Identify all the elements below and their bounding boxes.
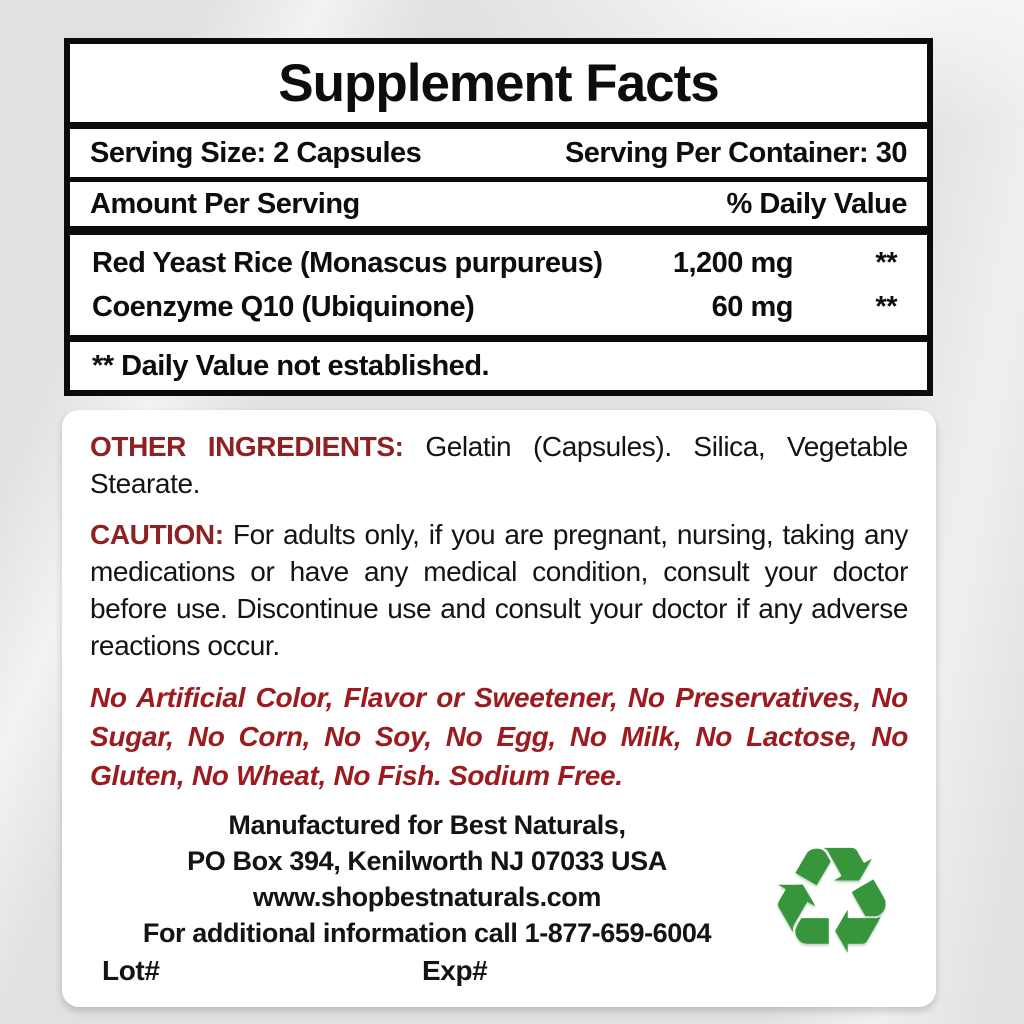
manufacturer-website: www.shopbestnaturals.com <box>253 882 601 912</box>
ingredient-amount: 60 mg <box>711 290 793 323</box>
allergen-free-claims: No Artificial Color, Flavor or Sweetener, No Preservatives, No Sugar, No Corn, No Soy, No Egg, No Milk, No Lactose, No Gluten, No Wheat, No Fish. Sodium Free. <box>90 682 908 791</box>
caution-label: CAUTION: <box>90 519 224 550</box>
amount-header-row <box>70 182 927 235</box>
ingredient-name: Coenzyme Q10 (Ubiquinone) <box>92 290 475 323</box>
ingredient-daily-value: ** <box>875 290 897 323</box>
ingredient-amount: 1,200 mg <box>672 246 793 279</box>
serving-row <box>70 129 927 182</box>
daily-value-footnote: ** Daily Value not established. <box>92 349 490 382</box>
manufacturer-line: Manufactured for Best Naturals, <box>228 810 626 840</box>
amount-per-serving-header: Amount Per Serving <box>90 187 360 220</box>
table-row <box>70 285 927 329</box>
serving-size: Serving Size: 2 Capsules <box>90 136 422 169</box>
caution-text: For adults only, if you are pregnant, nursing, taking any medications or have any medical condition, consult your doctor before use. Discontinue use and consult your doctor if any adverse reactions occur. <box>90 519 908 661</box>
servings-per-container: Serving Per Container: 30 <box>564 136 907 169</box>
other-ingredients-text: Gelatin (Capsules). Silica, Vegetable Stearate. <box>90 431 908 499</box>
exp-date-label: Exp# <box>422 955 488 986</box>
table-row <box>70 241 927 285</box>
daily-value-header: % Daily Value <box>726 187 907 220</box>
manufacturer-phone: For additional information call 1-877-659-6004 <box>142 918 712 948</box>
lot-number-label: Lot# <box>102 955 160 986</box>
supplement-facts-panel <box>64 38 933 396</box>
ingredient-daily-value: ** <box>875 246 897 279</box>
supplement-facts-title: Supplement Facts <box>70 44 927 129</box>
caution-paragraph <box>90 516 908 664</box>
info-card <box>62 410 936 1007</box>
ingredient-table <box>70 235 927 342</box>
other-ingredients-label: OTHER INGREDIENTS: <box>90 431 404 462</box>
manufacturer-block <box>102 807 752 951</box>
ingredient-name: Red Yeast Rice (Monascus purpureus) <box>92 246 603 279</box>
other-ingredients-paragraph <box>90 428 908 502</box>
manufacturer-address: PO Box 394, Kenilworth NJ 07033 USA <box>187 846 667 876</box>
recycle-icon: ♻ <box>765 815 898 987</box>
